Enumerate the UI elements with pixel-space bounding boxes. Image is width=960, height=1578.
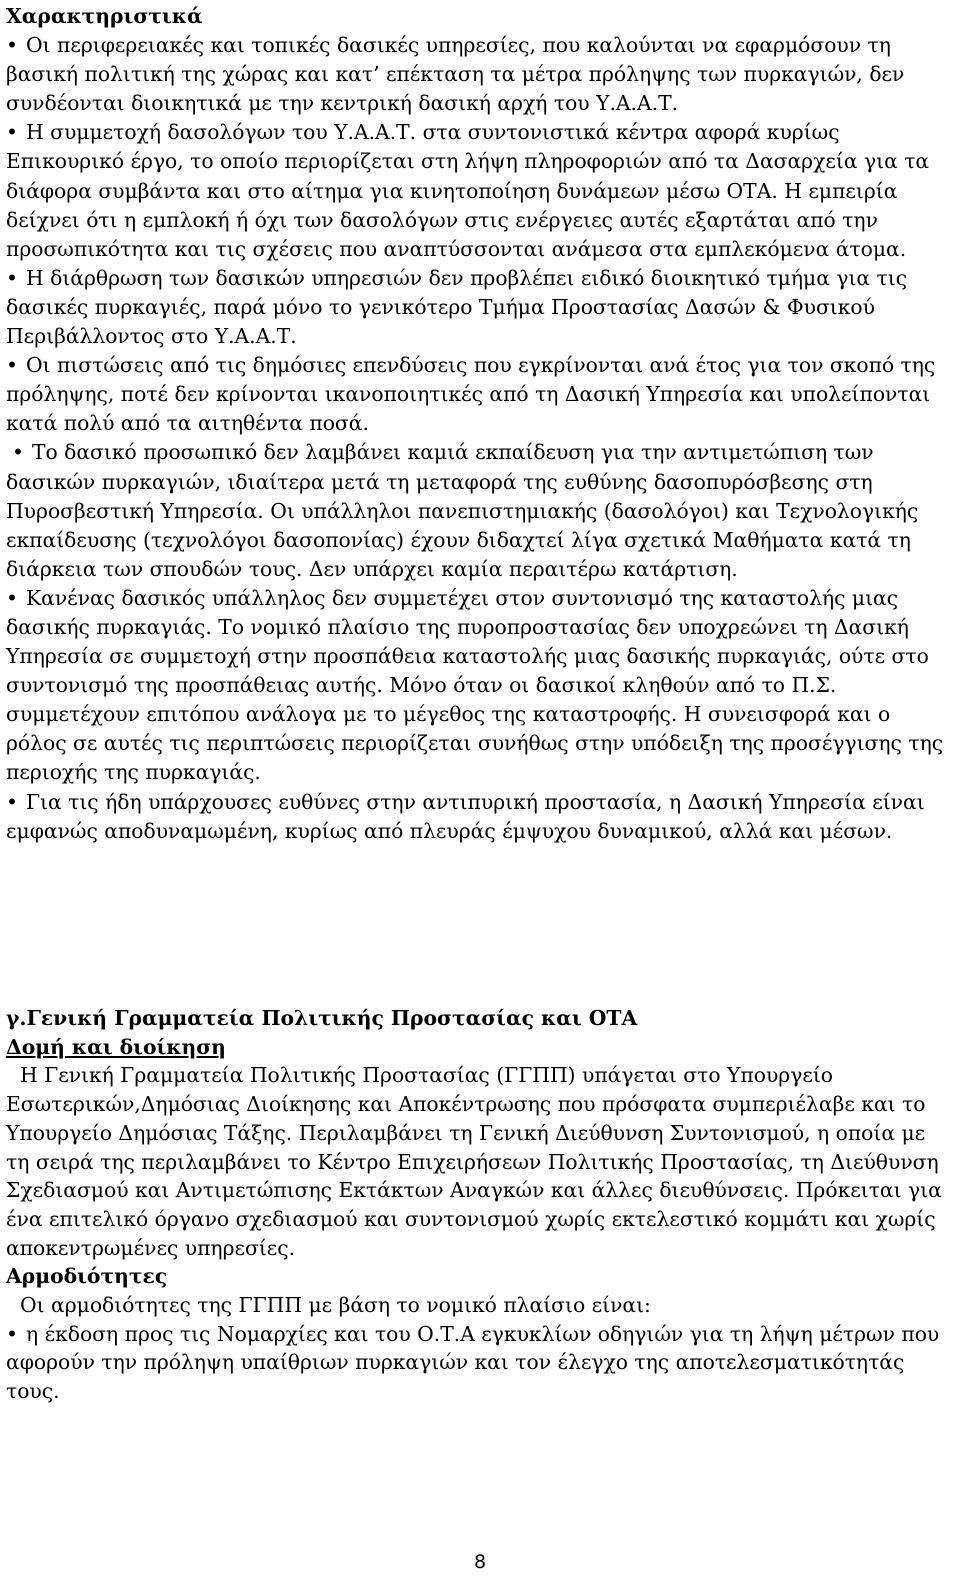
responsibilities-paragraph: Οι αρμοδιότητες της ΓΓΠΠ με βάση το νομικό πλαίσιο είναι: <box>20 1293 651 1318</box>
bullet-item: • Η διάρθρωση των δασικών υπηρεσιών δεν προβλέπει ειδικό διοικητικό τμήμα για τις δασικές πυρκαγιές, παρά μόνο το γενικότερο Τμήμα Προστασίας Δασών & Φυσικού Περιβάλλοντος στο Υ.Α.Α.Τ. <box>6 264 954 351</box>
structure-paragraph: Η Γενική Γραμματεία Πολιτικής Προστασίας (ΓΓΠΠ) υπάγεται στο Υπουργείο Εσωτερικών,Δημόσιας Διοίκησης και Αποκέντρωσης που πρόσφατα συμπεριέλαβε και το Υπουργείο Δημόσιας Τάξης. Περιλαμβάνει τη Γενική Διεύθυνση Συντονισμού, η οποία με τη σειρά της περιλαμβάνει το Κέντρο Επιχειρήσεων Πολιτικής Προστασίας, τη Διεύθυνση Σχεδιασμού και Αντιμετώπισης Εκτάκτων Αναγκών και άλλες διευθύνσεις. Πρόκειται για ένα επιτελικό όργανο σχεδιασμού και συντονισμού χωρίς εκτελεστικό κομμάτι και χωρίς αποκεντρωμένες υπηρεσίες. <box>6 1063 942 1260</box>
section-title: γ.Γενική Γραμματεία Πολιτικής Προστασίας και ΟΤΑ <box>6 1006 638 1030</box>
bullet-item: • Η συμμετοχή δασολόγων του Υ.Α.Α.Τ. στα συντονιστικά κέντρα αφορά κυρίως Επικουρικό έργο, το οποίο περιορίζεται στη λήψη πληροφοριών από τα Δασαρχεία για τα διάφορα συμβάντα και στο αίτημα για κινητοποίηση δυνάμεων μέσω ΟΤΑ. Η εμπειρία δείχνει ότι η εμπλοκή ή όχι των δασολόγων στις ενέργειες αυτές εξαρτάται από την προσωπικότητα και τις σχέσεις που αναπτύσσονται ανάμεσα στα εμπλεκόμενα άτομα. <box>6 118 954 263</box>
characteristics-section <box>6 2 954 846</box>
bullet-item: • Το δασικό προσωπικό δεν λαμβάνει καμιά εκπαίδευση για την αντιμετώπιση των δασικών πυρκαγιών, ιδιαίτερα μετά τη μεταφορά της ευθύνης δασοπυρόσβεσης στη Πυροσβεστική Υπηρεσία. Οι υπάλληλοι πανεπιστημιακής (δασολόγοι) και Τεχνολογικής εκπαίδευσης (τεχνολόγοι δασοπονίας) έχουν διδαχτεί λίγα σχετικά Μαθήματα κατά τη διάρκεια των σπουδών τους. Δεν υπάρχει καμία περαιτέρω κατάρτιση. <box>6 438 954 583</box>
characteristics-heading: Χαρακτηριστικά <box>6 4 203 28</box>
civil-protection-section <box>6 1004 954 1406</box>
bullet-item: • Κανένας δασικός υπάλληλος δεν συμμετέχει στον συντονισμό της καταστολής μιας δασικής πυρκαγιάς. Το νομικό πλαίσιο της πυροπροστασίας δεν υποχρεώνει τη Δασική Υπηρεσία σε συμμετοχή στην προσπάθεια καταστολής μιας δασικής πυρκαγιάς, ούτε στο συντονισμό της προσπάθειας αυτής. Μόνο όταν οι δασικοί κληθούν από το Π.Σ. συμμετέχουν επιτόπου ανάλογα με το μέγεθος της καταστροφής. Η συνεισφορά και ο ρόλος σε αυτές τις περιπτώσεις περιορίζεται συνήθως στην υπόδειξη της προσέγγισης της περιοχής της πυρκαγιάς. <box>6 584 954 788</box>
bullet-item: • Οι περιφερειακές και τοπικές δασικές υπηρεσίες, που καλούνται να εφαρμόσουν τη βασική πολιτική της χώρας και κατ’ επέκταση τα μέτρα πρόληψης των πυρκαγιών, δεν συνδέονται διοικητικά με την κεντρική δασική αρχή του Υ.Α.Α.Τ. <box>6 31 954 118</box>
bullet-item: • η έκδοση προς τις Νομαρχίες και του Ο.Τ.Α εγκυκλίων οδηγιών για τη λήψη μέτρων που αφορούν την πρόληψη υπαίθριων πυρκαγιών και τον έλεγχο της αποτελεσματικότητάς τους. <box>6 1320 954 1406</box>
page-number: 8 <box>473 1551 487 1573</box>
structure-heading: Δομή και διοίκηση <box>6 1034 226 1059</box>
responsibilities-heading: Αρμοδιότητες <box>6 1264 168 1289</box>
bullet-item: • Οι πιστώσεις από τις δημόσιες επενδύσεις που εγκρίνονται ανά έτος για τον σκοπό της πρόληψης, ποτέ δεν κρίνονται ικανοποιητικές από τη Δασική Υπηρεσία και υπολείπονται κατά πολύ από τα αιτηθέντα ποσά. <box>6 351 954 438</box>
bullet-item: • Για τις ήδη υπάρχουσες ευθύνες στην αντιπυρική προστασία, η Δασική Υπηρεσία είναι εμφανώς αποδυναμωμένη, κυρίως από πλευράς έμψυχου δυναμικού, αλλά και μέσων. <box>6 788 954 846</box>
